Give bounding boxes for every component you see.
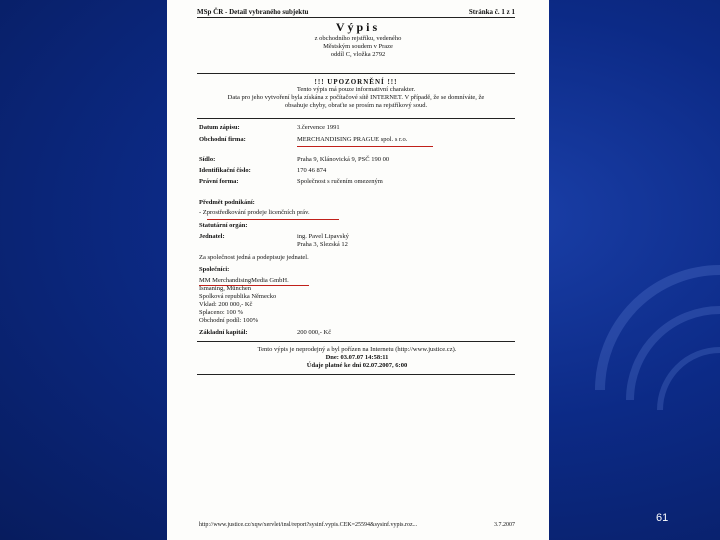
decorative-arcs [540, 250, 720, 470]
spolecnik-line: Ismaning, München [199, 285, 251, 292]
print-url-footer [199, 522, 515, 528]
field-pravni-forma [199, 178, 515, 186]
doc-header-right: Stránka č. 1 z 1 [468, 8, 515, 16]
spolecnik-line: Splaceno: 100 % [199, 309, 244, 316]
divider [197, 118, 515, 119]
field-zakladni-kapital [199, 329, 515, 337]
spolecnik-line: Spolková republika Německo [199, 293, 277, 300]
field-value: ing. Pavel Lipavský [297, 233, 349, 240]
field-label: Datum zápisu: [199, 124, 240, 131]
field-jednatel-address [199, 241, 515, 249]
predmet-value: - Zprostředkování prodeje licenčních práv. [199, 209, 310, 216]
doc-header [197, 8, 515, 16]
doc-subtitle-1: z obchodního rejstříku, vedeného [314, 35, 402, 42]
field-label: Jednatel: [199, 233, 225, 240]
print-date: 3.7.2007 [494, 522, 515, 528]
warning-title: !!! UPOZORNĚNÍ !!! [314, 78, 398, 86]
predmet-label: Předmět podnikání: [199, 199, 255, 206]
jednani-text: Za společnost jedná a podepisuje jednatel. [199, 254, 309, 261]
document-scan [167, 0, 549, 540]
field-sidlo [199, 156, 515, 164]
field-label: Sídlo: [199, 156, 216, 163]
field-value: 200 000,- Kč [297, 329, 332, 336]
field-label: Obchodní firma: [199, 136, 246, 143]
print-url: http://www.justice.cz/xqw/xervlet/insl/report?sysinf.vypis.CEK=25594&sysinf.vypis.roz... [199, 522, 418, 528]
divider [197, 73, 515, 74]
divider [197, 374, 515, 375]
doc-title: Výpis [335, 20, 381, 34]
spolecnik-line: Vklad: 200 000,- Kč [199, 301, 253, 308]
footer-line: Dne: 03.07.07 14:58:11 [325, 354, 389, 361]
doc-subtitle-2: Městským soudem v Praze [323, 43, 393, 50]
field-obchodni-firma [199, 136, 515, 144]
field-value: Praha 9, Klánovická 9, PSČ 190 00 [297, 156, 390, 163]
field-value: MERCHANDISING PRAGUE spol. s r.o. [297, 136, 408, 143]
field-label-empty [199, 241, 297, 249]
field-datum-zapisu [199, 124, 515, 132]
doc-header-left: MSp ČR - Detail vybraného subjektu [197, 8, 309, 16]
warning-line: obsahuje chyby, obraťte se prosím na rejstříkový soud. [284, 102, 428, 109]
field-value: 3.července 1991 [297, 124, 340, 131]
field-jednatel [199, 233, 515, 241]
red-underline [207, 219, 339, 220]
slide-page-number: 61 [656, 512, 669, 524]
doc-footer [199, 346, 515, 370]
field-value: Praha 3, Slezská 12 [297, 241, 348, 248]
field-value: 170 46 874 [297, 167, 327, 174]
doc-title-block [167, 20, 549, 59]
spolecnik-line: Obchodní podíl: 100% [199, 317, 259, 324]
red-underline [297, 146, 433, 147]
divider [197, 17, 515, 18]
warning-block [197, 78, 515, 110]
divider [197, 341, 515, 342]
field-label: Právní forma: [199, 178, 239, 185]
warning-line: Tento výpis má pouze informativní charakter. [296, 86, 416, 93]
warning-line: Data pro jeho vytvoření byla získána z počítačové sítě INTERNET. V případě, že se domníváte, že [227, 94, 485, 101]
field-value: Společnost s ručením omezeným [297, 178, 383, 185]
spolecnik-name: MM MerchandisingMedia GmbH. [199, 277, 289, 284]
field-label: Základní kapitál: [199, 329, 248, 336]
doc-subtitle-3: oddíl C, vložka 2792 [330, 51, 386, 58]
field-ico [199, 167, 515, 175]
statutarni-label: Statutární orgán: [199, 222, 248, 229]
footer-line: Tento výpis je neprodejný a byl pořízen na Internetu (http://www.justice.cz). [257, 346, 457, 353]
field-label: Identifikační číslo: [199, 167, 251, 174]
footer-line: Údaje platné ke dni 02.07.2007, 6:00 [306, 362, 408, 369]
spolecnici-label: Společníci: [199, 266, 230, 273]
